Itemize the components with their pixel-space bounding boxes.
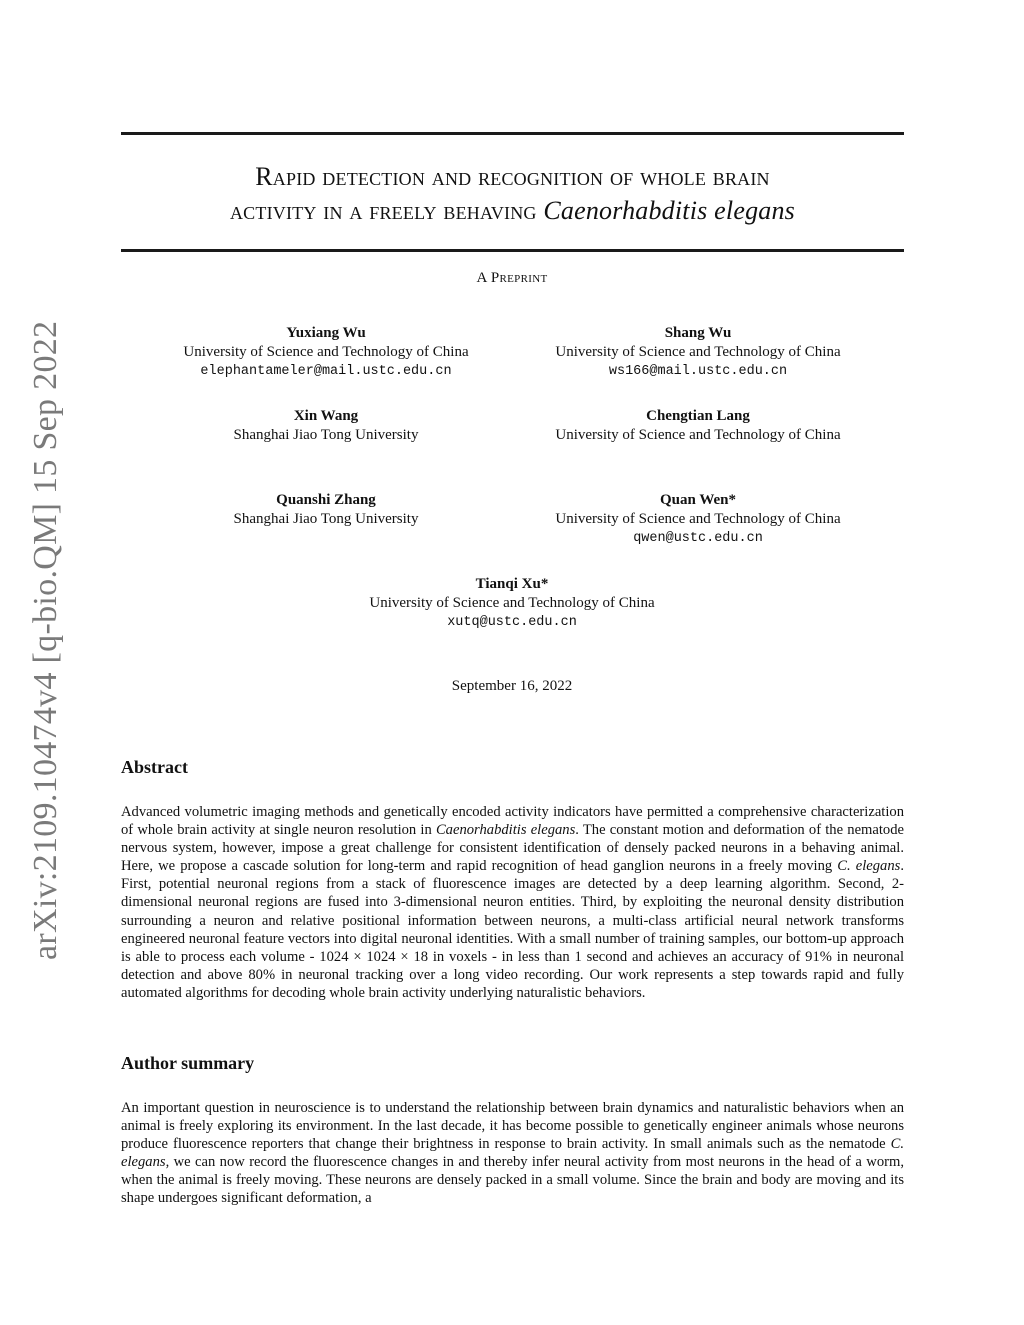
abstract-species-1: Caenorhabditis elegans [435,822,576,839]
summary-text-2: , we can now record the fluorescence changes in and thereby infer neural activity from most neurons in the head of a worm, when the animal is freely moving. These neurons are densely packed in a small volume. Since the brain and body are moving and its shape undergoes significant deformation, a [121,1154,904,1207]
author-block [508,324,888,381]
abstract-species-2: C. elegans [837,858,901,875]
author-name: Xin Wang [293,408,359,424]
author-affiliation: University of Science and Technology of China [555,427,841,443]
author-affiliation: University of Science and Technology of China [555,511,841,527]
author-affiliation: University of Science and Technology of China [555,344,841,360]
publication-date: September 16, 2022 [451,678,573,694]
author-block [508,407,888,445]
abstract-text-1: Advanced volumetric imaging methods and genetically encoded activity indicators have permitted a comprehensive characterization of whole brain activity at single neuron resolution in [121,804,904,839]
title-line-2-text: activity in a freely behaving [229,196,537,225]
author-name: Shang Wu [664,325,732,341]
author-email: qwen@ustc.edu.cn [633,531,763,546]
paper-title [121,160,904,228]
title-line-2 [121,194,904,228]
author-email: ws166@mail.ustc.edu.cn [608,364,788,379]
author-email: xutq@ustc.edu.cn [447,615,577,630]
author-summary-heading: Author summary [121,1053,255,1073]
abstract-text-3: . First, potential neuronal regions from a stack of fluorescence images are detected by a deep learning algorithm. Second, 2-dimensional neuronal regions are fused into 3-dimensional neuron entities. Third, by exploiting the neuronal density distribution surrounding a neuron and relative positional information between neurons, a multi-class artificial neural network transforms engineered neuronal feature vectors into digital neuronal identities. With a small number of training samples, our bottom-up approach is able to process each volume - 1024 × 1024 × 18 in voxels - in less than 1 second and achieves an accuracy of 91% in neuronal detection and above 80% in neuronal tracking over a long video recording. Our work represents a step towards rapid and fully automated algorithms for decoding whole brain activity underlying naturalistic behaviors. [121,858,904,1001]
author-name: Yuxiang Wu [286,325,366,341]
abstract-text-2: . The constant motion and deformation of the nematode nervous system, however, impose a great challenge for consistent identification of densely packed neurons in a behaving animal. Here, we propose a cascade solution for long-term and rapid recognition of head ganglion neurons in a freely moving [121,822,904,875]
author-block [136,407,516,445]
summary-species: C. elegans [121,1136,904,1171]
arxiv-identifier-stamp: arXiv:2109.10474v4 [q-bio.QM] 15 Sep 2022 [27,320,64,960]
abstract-heading: Abstract [121,757,188,777]
summary-text-1: An important question in neuroscience is to understand the relationship between brain dynamics and naturalistic behaviors when an animal is freely exploring its environment. In the last decade, it has become possible to genetically engineer animals whose neurons produce fluorescence reporters that change their brightness in response to brain activity. In small animals such as the nematode [121,1100,904,1153]
title-species-name: Caenorhabditis elegans [543,196,795,225]
title-line-1-text: Rapid detection and recognition of whole brain [255,162,770,191]
author-name: Quan Wen* [659,492,736,508]
author-block [136,324,516,381]
author-affiliation: Shanghai Jiao Tong University [233,427,419,443]
author-name: Quanshi Zhang [276,492,376,508]
author-email: elephantameler@mail.ustc.edu.cn [200,364,452,379]
author-summary-paragraph [121,1099,904,1208]
author-affiliation: University of Science and Technology of China [369,595,655,611]
title-bottom-rule [121,249,904,252]
author-name: Chengtian Lang [646,408,750,424]
title-line-1 [121,160,904,194]
author-affiliation: Shanghai Jiao Tong University [233,511,419,527]
author-block [136,491,516,529]
abstract-paragraph [121,803,904,1002]
author-name: Tianqi Xu* [475,576,549,592]
title-top-rule [121,132,904,135]
author-affiliation: University of Science and Technology of China [183,344,469,360]
author-block [508,491,888,548]
author-block [312,575,712,632]
preprint-label: A Preprint [476,270,548,286]
